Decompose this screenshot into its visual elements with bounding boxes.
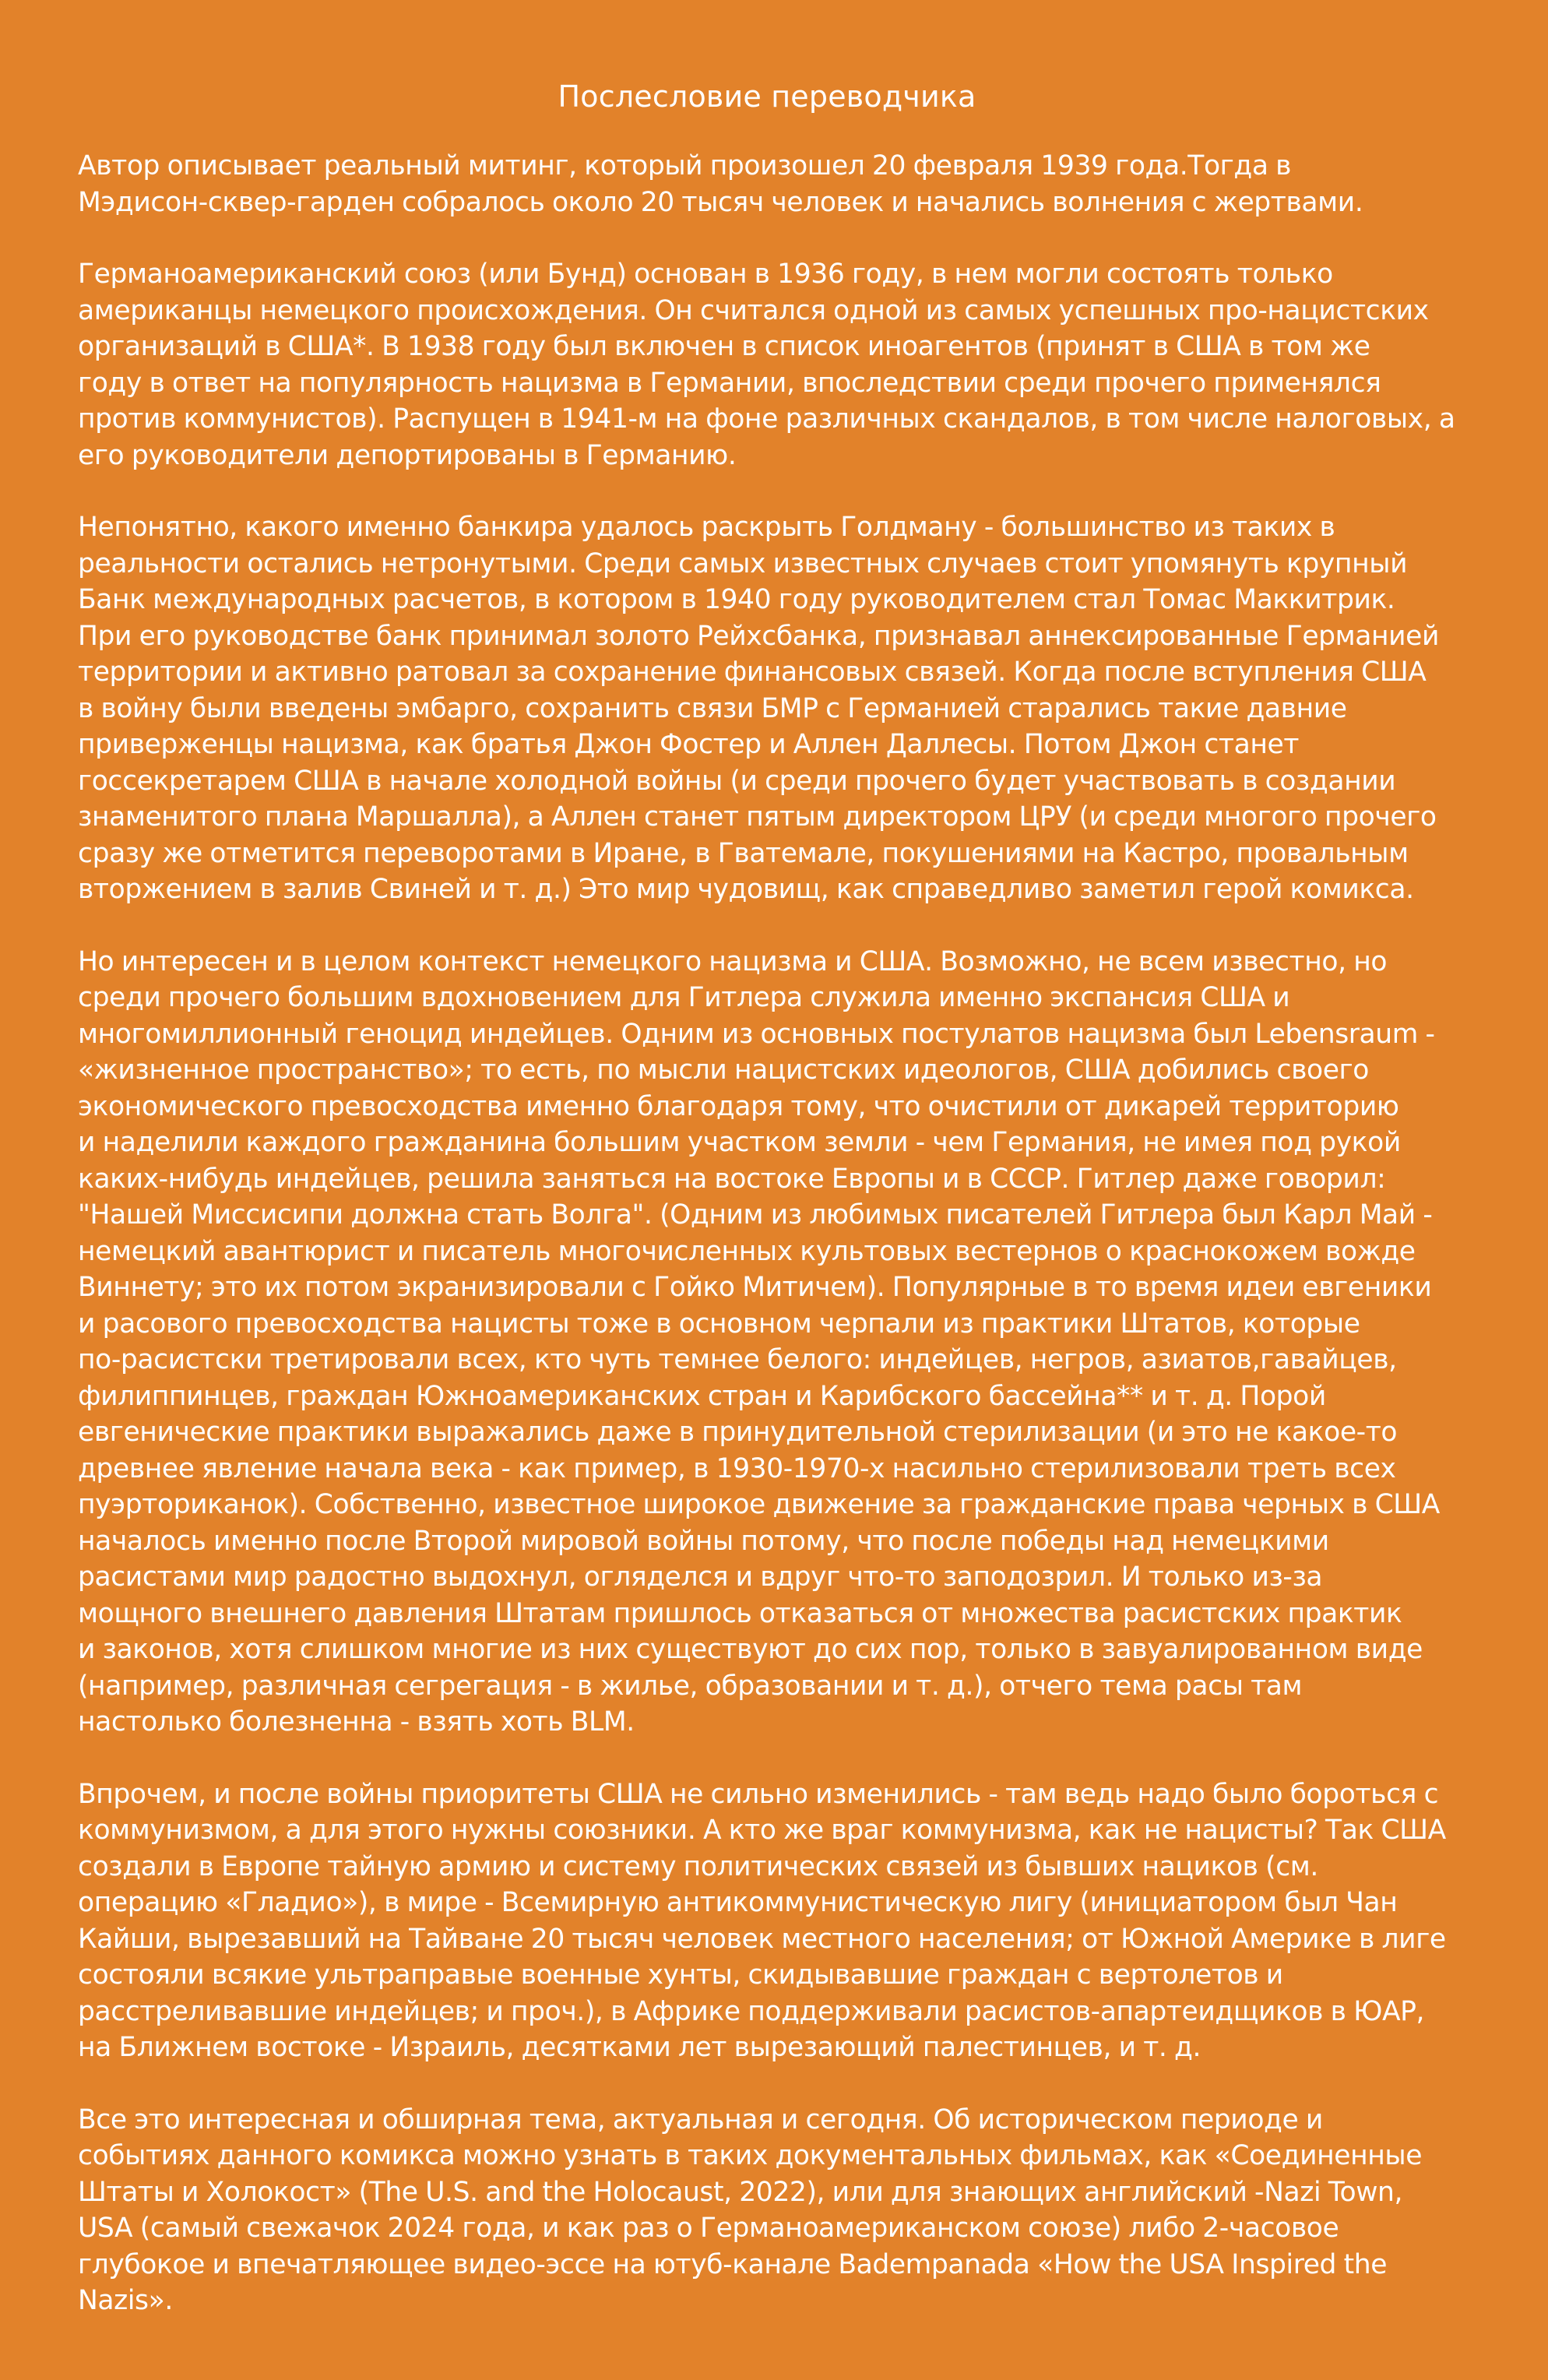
paragraph-context xyxy=(78,944,1456,1741)
text-line: реальности остались нетронутыми. Среди самых известных случаев стоит упомянуть крупный xyxy=(78,547,1408,579)
text-line: территории и активно ратовал за сохранение финансовых связей. Когда после вступления США xyxy=(78,657,1427,688)
text-line: древнее явление начала века - как пример, в 1930-1970-х насильно стерилизовали треть всех xyxy=(78,1452,1396,1484)
text-line: знаменитого плана Маршалла), а Аллен станет пятым директором ЦРУ (и среди многого прочего xyxy=(78,801,1437,833)
text-line: USA (самый свежачок 2024 года, и как раз о Германоамериканском союзе) либо 2-часовое xyxy=(78,2213,1339,2244)
text-line: мощного внешнего давления Штатам пришлось отказаться от множества расистских практик xyxy=(78,1597,1402,1629)
text-line: "Нашей Миссисипи должна стать Волга". (Одним из любимых писателей Гитлера был Карл Май - xyxy=(78,1199,1433,1230)
text-line: вторжением в залив Свиней и т. д.) Это мир чудовищ, как справедливо заметил герой комикса. xyxy=(78,874,1414,905)
text-line: каких-нибудь индейцев, решила заняться на востоке Европы и в СССР. Гитлер даже говорил: xyxy=(78,1163,1386,1195)
text-line: Автор описывает реальный митинг, который произошел 20 февраля 1939 года.Тогда в xyxy=(78,150,1292,181)
text-line: году в ответ на популярность нацизма в Германии, впоследствии среди прочего применялся xyxy=(78,367,1381,399)
text-line: (например, различная сегрегация - в жилье, образовании и т. д.), отчего тема расы там xyxy=(78,1670,1303,1702)
text-line: американцы немецкого происхождения. Он считался одной из самых успешных про-нацистских xyxy=(78,294,1429,326)
text-line: Все это интересная и обширная тема, актуальная и сегодня. Об историческом периоде и xyxy=(78,2104,1323,2135)
text-line: по-расистски третировали всех, кто чуть темнее белого: индейцев, негров, азиатов,гавайцев, xyxy=(78,1344,1397,1375)
text-line: событиях данного комикса можно узнать в таких документальных фильмах, как «Соединенные xyxy=(78,2140,1423,2171)
text-line: госсекретарем США в начале холодной войны (и среди прочего будет участвовать в создании xyxy=(78,765,1396,797)
text-line: настолько болезненна - взять хоть BLM. xyxy=(78,1706,635,1737)
text-line: Банк международных расчетов, в котором в 1940 году руководителем стал Томас Маккитрик. xyxy=(78,584,1395,615)
text-line: против коммунистов). Распущен в 1941-м на фоне различных скандалов, в том числе налоговых, а xyxy=(78,403,1455,435)
text-line: Впрочем, и после войны приоритеты США не сильно изменились - там ведь надо было бороться с xyxy=(78,1778,1439,1810)
text-line: и наделили каждого гражданина большим участком земли - чем Германия, не имея под рукой xyxy=(78,1127,1401,1158)
text-line: расстреливавшие индейцев; и проч.), в Африке поддерживали расистов-апартеидщиков в ЮАР, xyxy=(78,1995,1425,2027)
text-line: Но интересен и в целом контекст немецкого нацизма и США. Возможно, не всем известно, но xyxy=(78,945,1388,977)
paragraph-bund xyxy=(78,256,1456,474)
text-line: Штаты и Холокост» (The U.S. and the Holocaust, 2022), или для знающих английский -Nazi Town, xyxy=(78,2176,1403,2208)
text-line: и расового превосходства нацисты тоже в основном черпали из практики Штатов, которые xyxy=(78,1308,1360,1340)
text-line: состояли всякие ультраправые военные хунты, скидывавшие граждан с вертолетов и xyxy=(78,1959,1283,1991)
text-line: евгенические практики выражались даже в принудительной стерилизации (и это не какое-то xyxy=(78,1417,1398,1448)
text-line: его руководители депортированы в Германию. xyxy=(78,439,737,471)
text-line: многомиллионный геноцид индейцев. Одним из основных постулатов нацизма был Lebensraum - xyxy=(78,1018,1435,1050)
text-line: сразу же отметится переворотами в Иране, в Гватемале, покушениями на Кастро, провальным xyxy=(78,837,1409,869)
text-line: Непонятно, какого именно банкира удалось раскрыть Голдману - большинство из таких в xyxy=(78,512,1335,543)
text-line: организаций в США*. В 1938 году был включен в список иноагентов (принят в США в том же xyxy=(78,331,1370,362)
text-line: Виннету; это их потом экранизировали с Гойко Митичем). Популярные в то время идеи евгеники xyxy=(78,1272,1432,1303)
text-line: расистами мир радостно выдохнул, огляделся и вдруг что-то заподозрил. И только из-за xyxy=(78,1561,1323,1593)
text-line: экономического превосходства именно благодаря тому, что очистили от дикарей территорию xyxy=(78,1090,1399,1122)
paragraph-postwar xyxy=(78,1776,1456,2066)
text-line: пуэрториканок). Собственно, известное широкое движение за гражданские права черных в США xyxy=(78,1489,1441,1520)
text-line: «жизненное пространство»; то есть, по мысли нацистских идеологов, США добились своего xyxy=(78,1054,1369,1086)
text-line: на Ближнем востоке - Израиль, десятками лет вырезающий палестинцев, и т. д. xyxy=(78,2032,1201,2063)
text-line: приверженцы нацизма, как братья Джон Фостер и Аллен Даллесы. Потом Джон станет xyxy=(78,729,1300,760)
text-line: немецкий авантюрист и писатель многочисленных культовых вестернов о краснокожем вожде xyxy=(78,1235,1416,1267)
text-line: При его руководстве банк принимал золото Рейхсбанка, признавал аннексированные Германией xyxy=(78,620,1440,652)
text-line: среди прочего большим вдохновением для Гитлера служила именно экспансия США и xyxy=(78,982,1290,1013)
text-line: в войну были введены эмбарго, сохранить связи БМР с Германией старались такие давние xyxy=(78,692,1347,724)
paragraph-banker xyxy=(78,509,1456,908)
text-line: началось именно после Второй мировой войны потому, что после победы над немецкими xyxy=(78,1525,1329,1557)
text-line: глубокое и впечатляющее видео-эссе на ютуб-канале Badempanada «How the USA Inspired the xyxy=(78,2248,1388,2280)
text-line: коммунизмом, а для этого нужны союзники. А кто же враг коммунизма, как не нацисты? Так США xyxy=(78,1815,1446,1846)
text-line: и законов, хотя слишком многие из них существуют до сих пор, только в завуалированном виде xyxy=(78,1634,1423,1665)
text-line: операцию «Гладио»), в мире - Всемирную антикоммунистическую лигу (инициатором был Чан xyxy=(78,1887,1398,1918)
text-line: Германоамериканский союз (или Бунд) основан в 1936 году, в нем могли состоять только xyxy=(78,259,1333,290)
page-title: Послесловие переводчика xyxy=(558,79,976,114)
text-line: Кайши, вырезавший на Тайване 20 тысяч человек местного населения; от Южной Америке в лиге xyxy=(78,1923,1446,1955)
paragraph-recommendations xyxy=(78,2102,1456,2319)
text-line: Nazis». xyxy=(78,2285,173,2316)
text-line: филиппинцев, граждан Южноамериканских стран и Карибского бассейна** и т. д. Порой xyxy=(78,1380,1326,1412)
paragraph-rally xyxy=(78,148,1456,220)
text-line: Мэдисон-сквер-гарден собралось около 20 тысяч человек и начались волнения с жертвами. xyxy=(78,186,1363,218)
text-line: создали в Европе тайную армию и систему политических связей из бывших нациков (см. xyxy=(78,1850,1318,1882)
